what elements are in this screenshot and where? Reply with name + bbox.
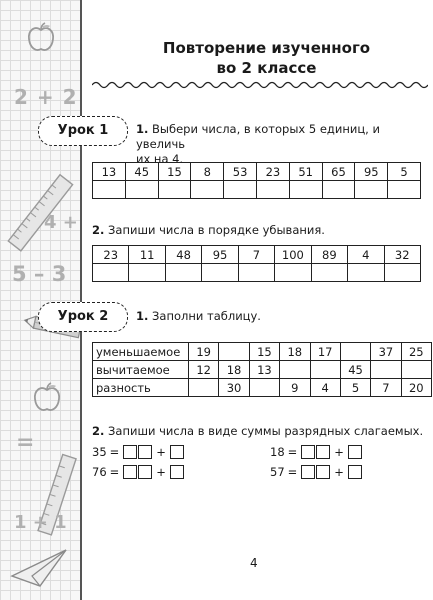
table-cell[interactable]: [401, 361, 431, 379]
answer-cell[interactable]: [129, 264, 165, 282]
table-cell: 23: [256, 163, 289, 181]
table-row-answer: [93, 181, 421, 199]
table-cell: 11: [129, 246, 165, 264]
table-cell: 9: [280, 379, 310, 397]
answer-box[interactable]: [301, 465, 315, 479]
answer-cell[interactable]: [311, 264, 347, 282]
table-cell: 17: [310, 343, 340, 361]
table-cell: 100: [275, 246, 311, 264]
table-cell[interactable]: [310, 361, 340, 379]
answer-cell[interactable]: [275, 264, 311, 282]
lesson-1-tag: Урок 1: [38, 116, 128, 146]
decorative-sidebar: [0, 0, 80, 600]
plus-sign: +: [156, 465, 166, 479]
answer-box[interactable]: [348, 465, 362, 479]
table-cell: 18: [280, 343, 310, 361]
lesson-2-task-2-text: [92, 424, 428, 439]
table-cell: 18: [219, 361, 249, 379]
answer-cell[interactable]: [322, 181, 355, 199]
task-instruction: Выбери числа, в которых 5 единиц, и увеличь: [136, 122, 380, 151]
answer-box[interactable]: [123, 445, 137, 459]
table-cell: 7: [238, 246, 274, 264]
plus-sign: +: [156, 445, 166, 459]
page-title-line-2: во 2 классе: [216, 59, 317, 77]
row-label: вычитаемое: [93, 361, 189, 379]
table-cell: 23: [93, 246, 129, 264]
table-cell: 4: [348, 246, 384, 264]
row-label: разность: [93, 379, 189, 397]
table-cell: 13: [249, 361, 279, 379]
answer-box[interactable]: [138, 445, 152, 459]
answer-cell[interactable]: [384, 264, 421, 282]
table-cell: 37: [371, 343, 401, 361]
equals-sign: =: [287, 445, 298, 459]
table-cell: 32: [384, 246, 421, 264]
task-number: 1.: [136, 309, 149, 323]
equals-sign: =: [109, 465, 120, 479]
page-title: [100, 38, 433, 78]
answer-cell[interactable]: [125, 181, 158, 199]
equation-number: 57: [270, 465, 285, 479]
table-cell: 45: [340, 361, 370, 379]
table-cell: 65: [322, 163, 355, 181]
lesson-1-task-1-text: [136, 122, 428, 167]
equals-sign: =: [287, 465, 298, 479]
table-cell: 20: [401, 379, 431, 397]
answer-cell[interactable]: [238, 264, 274, 282]
plus-sign: +: [334, 445, 344, 459]
doodle-four-plus: 4 +: [44, 212, 78, 233]
equation-18: [270, 445, 362, 459]
answer-cell[interactable]: [93, 181, 126, 199]
table-cell[interactable]: [371, 361, 401, 379]
table-cell[interactable]: [249, 379, 279, 397]
table-cell: 89: [311, 246, 347, 264]
table-cell: 13: [93, 163, 126, 181]
table-row: [93, 361, 432, 379]
task-number: 2.: [92, 223, 105, 237]
plus-sign: +: [334, 465, 344, 479]
task-instruction-cont: их на 4.: [136, 152, 184, 166]
task-instruction: Запиши числа в порядке убывания.: [108, 223, 325, 237]
answer-cell[interactable]: [191, 181, 224, 199]
answer-cell[interactable]: [355, 181, 388, 199]
table-cell: 7: [371, 379, 401, 397]
answer-box[interactable]: [316, 465, 330, 479]
table-cell: 15: [249, 343, 279, 361]
lesson-2-task-1-text: [136, 309, 426, 324]
answer-cell[interactable]: [202, 264, 238, 282]
equation-number: 35: [92, 445, 107, 459]
answer-cell[interactable]: [165, 264, 201, 282]
apple-icon: [32, 382, 62, 414]
answer-cell[interactable]: [93, 264, 129, 282]
table-cell: 12: [189, 361, 219, 379]
equals-sign: =: [109, 445, 120, 459]
equation-35: [92, 445, 184, 459]
table-cell: 19: [189, 343, 219, 361]
answer-box[interactable]: [170, 445, 184, 459]
answer-box[interactable]: [138, 465, 152, 479]
table-cell: 95: [202, 246, 238, 264]
table-cell: 5: [388, 163, 421, 181]
table-cell[interactable]: [340, 343, 370, 361]
table-cell: 45: [125, 163, 158, 181]
sidebar-divider: [80, 0, 82, 600]
lesson-2-tag: Урок 2: [38, 302, 128, 332]
table-row: [93, 343, 432, 361]
answer-cell[interactable]: [256, 181, 289, 199]
table-cell: 5: [340, 379, 370, 397]
table-cell: 25: [401, 343, 431, 361]
answer-cell[interactable]: [348, 264, 384, 282]
doodle-two-plus-two: 2 + 2: [14, 85, 78, 109]
lesson-1-task-1-table: [92, 162, 421, 199]
table-cell[interactable]: [219, 343, 249, 361]
apple-icon: [26, 22, 56, 54]
answer-box[interactable]: [316, 445, 330, 459]
table-row: [93, 379, 432, 397]
table-cell: 95: [355, 163, 388, 181]
table-row: [93, 246, 421, 264]
lesson-1-task-2-table: [92, 245, 421, 282]
equation-number: 18: [270, 445, 285, 459]
answer-cell[interactable]: [224, 181, 257, 199]
answer-cell[interactable]: [388, 181, 421, 199]
table-cell[interactable]: [280, 361, 310, 379]
table-cell: 4: [310, 379, 340, 397]
doodle-one-plus-one: 1 + 1: [14, 512, 67, 533]
answer-cell[interactable]: [289, 181, 322, 199]
answer-box[interactable]: [348, 445, 362, 459]
doodle-five-minus-three: 5 – 3: [12, 262, 67, 286]
task-instruction: Заполни таблицу.: [152, 309, 261, 323]
table-row: [93, 163, 421, 181]
task-number: 1.: [136, 122, 149, 136]
page-number: 4: [250, 556, 258, 570]
equation-76: [92, 465, 184, 479]
answer-box[interactable]: [170, 465, 184, 479]
task-number: 2.: [92, 424, 105, 438]
answer-box[interactable]: [301, 445, 315, 459]
doodle-equals: =: [16, 430, 35, 455]
table-cell: 53: [224, 163, 257, 181]
row-label: уменьшаемое: [93, 343, 189, 361]
answer-cell[interactable]: [158, 181, 191, 199]
lesson-2-task-1-table: [92, 342, 432, 397]
table-cell: 15: [158, 163, 191, 181]
equation-number: 76: [92, 465, 107, 479]
page-title-line-1: Повторение изученного: [162, 39, 371, 57]
table-cell: 30: [219, 379, 249, 397]
table-cell: 48: [165, 246, 201, 264]
table-row-answer: [93, 264, 421, 282]
table-cell: 8: [191, 163, 224, 181]
paper-plane-icon: [10, 546, 68, 590]
table-cell: 51: [289, 163, 322, 181]
equation-57: [270, 465, 362, 479]
table-cell[interactable]: [189, 379, 219, 397]
answer-box[interactable]: [123, 465, 137, 479]
lesson-1-task-2-text: [92, 223, 422, 238]
wavy-divider: [92, 80, 428, 90]
task-instruction: Запиши числа в виде суммы разрядных слагаемых.: [108, 424, 424, 438]
